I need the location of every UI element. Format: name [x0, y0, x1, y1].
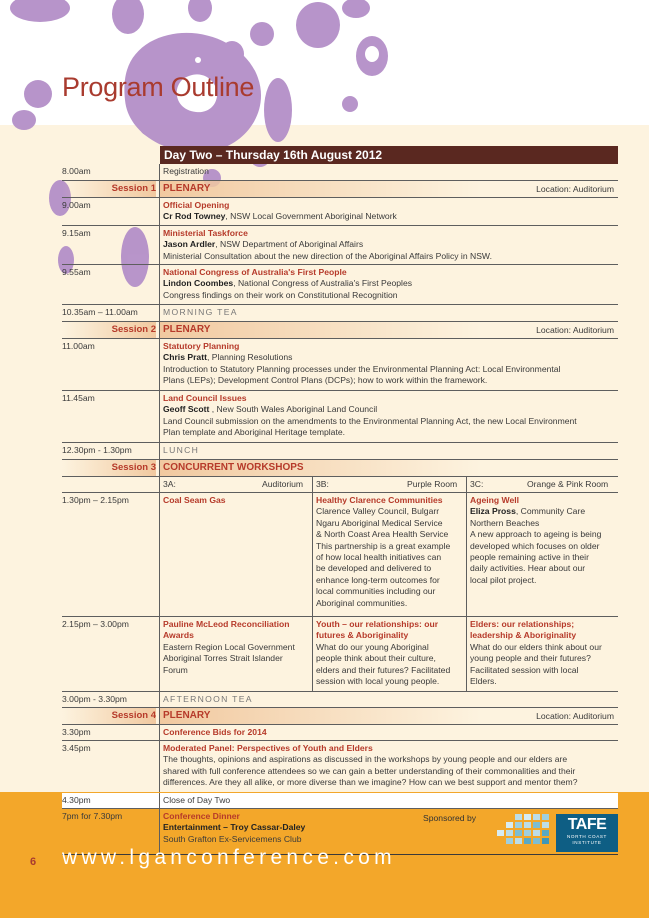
workshop-line: local communities including our [316, 586, 436, 597]
workshop-line: A new approach to ageing is being [470, 529, 602, 540]
column-divider [312, 477, 313, 492]
row-content [163, 228, 618, 262]
session-location: Location: Auditorium [536, 711, 614, 721]
item-description: differences. Are they all alike, or more diverse than we imagine? How can we best support and mentor them? [163, 777, 578, 788]
agenda-row-statutory [62, 339, 618, 391]
row-time: 8.00am [62, 166, 91, 176]
workshop-3a [163, 495, 310, 506]
workshop-line: be developed and delivered to [316, 563, 432, 574]
agenda-row-close [62, 793, 618, 809]
workshop-line: young people and their futures? [470, 653, 591, 664]
workshop-3b [316, 495, 464, 609]
workshop-line: Ngaru Aboriginal Medical Service [316, 517, 443, 528]
speaker-name: Cr Rod Towney [163, 211, 226, 222]
column-divider [312, 617, 313, 691]
session-header [160, 181, 618, 197]
break-label: MORNING TEA [163, 307, 238, 317]
session-label: Session 2 [62, 322, 156, 338]
row-time: 10.35am – 11.00am [62, 307, 138, 317]
page-number: 6 [30, 856, 37, 868]
row-time: 11.45am [62, 393, 95, 403]
row-time: 9.55am [62, 267, 91, 277]
workshop-line: developed which focuses on older [470, 540, 600, 551]
item-title: Conference Bids for 2014 [163, 727, 267, 737]
row-time: 9.00am [62, 200, 91, 210]
tafe-logo-sub2: INSTITUTE [572, 839, 602, 845]
row-content [163, 393, 618, 439]
speaker-org: , New South Wales Aboriginal Land Council [209, 404, 378, 415]
row-time: 12.30pm - 1.30pm [62, 445, 132, 455]
item-speaker-line [163, 352, 618, 363]
workshop-line: session with local young people. [316, 676, 440, 687]
item-description: Introduction to Statutory Planning processes under the Environmental Planning Act: Local Environmental [163, 363, 561, 374]
speaker-org: , National Congress of Australia's First Peoples [233, 278, 413, 289]
tafe-logo-name: TAFE [567, 816, 607, 833]
speaker-name: Chris Pratt [163, 352, 207, 363]
agenda-row-congress [62, 265, 618, 305]
workshop-3a [163, 619, 310, 676]
session-title: PLENARY [163, 324, 211, 335]
session-label: Session 4 [62, 708, 156, 724]
break-label: LUNCH [163, 445, 200, 455]
speaker-org: , NSW Local Government Aboriginal Network [225, 211, 397, 222]
row-content [163, 200, 618, 223]
row-time: 7pm for 7.30pm [62, 811, 123, 821]
session-title: PLENARY [163, 710, 211, 721]
workshop-title: leadership & Aboriginality [470, 630, 577, 641]
row-time: 4.30pm [62, 795, 91, 805]
session-location: Location: Auditorium [536, 325, 614, 335]
tafe-logo [556, 814, 618, 852]
workshop-rooms-row [62, 477, 618, 493]
item-description: Ministerial Consultation about the new direction of the Aboriginal Affairs Policy in NSW. [163, 250, 492, 261]
column-divider [312, 493, 313, 616]
item-description: Plans (LEPs); Development Control Plans (DCPs); how to work within the framework. [163, 375, 488, 386]
time-column-divider [159, 793, 160, 809]
workshop-title: Youth – our relationships: our [316, 619, 439, 629]
workshop-line: people remaining active in their [470, 552, 589, 563]
agenda-row-afternoon-tea [62, 692, 618, 708]
row-time: 2.15pm – 3.00pm [62, 619, 129, 629]
day-header: Day Two – Thursday 16th August 2012 [160, 146, 618, 164]
speaker-org: , Community Care [515, 506, 586, 517]
workshop-speaker-line [470, 506, 618, 517]
item-title: Ministerial Taskforce [163, 228, 248, 238]
workshop-3b [316, 619, 464, 687]
session-row-2 [62, 322, 618, 339]
workshop-title: Healthy Clarence Communities [316, 495, 443, 505]
item-title: National Congress of Australia's First People [163, 267, 347, 277]
venue-line: South Grafton Ex-Servicemens Club [163, 833, 302, 844]
row-time: 11.00am [62, 341, 95, 351]
workshop-3c-room: Orange & Pink Room [527, 479, 609, 489]
session-title: CONCURRENT WORKSHOPS [163, 462, 304, 473]
workshop-line: local pilot project. [470, 574, 537, 585]
item-title: Statutory Planning [163, 341, 240, 351]
column-divider [466, 477, 467, 492]
item-speaker-line [163, 404, 618, 415]
workshop-line: Eastern Region Local Government [163, 641, 295, 652]
workshop-line: Clarence Valley Council, Bulgarr [316, 506, 440, 517]
agenda-row-taskforce [62, 226, 618, 265]
row-time: 3.45pm [62, 743, 91, 753]
row-text: Close of Day Two [163, 795, 231, 805]
item-description: Land Council submission on the amendments to the Environmental Planning Act, the new Local Environment [163, 415, 577, 426]
item-title: Official Opening [163, 200, 230, 210]
workshop-3c [470, 495, 618, 586]
workshop-3b-code: 3B: [316, 479, 329, 489]
agenda-row-lunch [62, 443, 618, 460]
workshop-title: futures & Aboriginality [316, 630, 409, 641]
item-description: Congress findings on their work on Constitutional Recognition [163, 289, 398, 300]
agenda-row-land-council [62, 391, 618, 443]
item-title: Moderated Panel: Perspectives of Youth and Elders [163, 743, 373, 753]
agenda-row-bids [62, 725, 618, 741]
entertainment-line: Entertainment – Troy Cassar-Daley [163, 822, 306, 833]
session-location: Location: Auditorium [536, 184, 614, 194]
speaker-name: Jason Ardler [163, 239, 216, 250]
workshop-line: Aboriginal communities. [316, 597, 408, 608]
tafe-logo-sub1: NORTH COAST [567, 834, 607, 839]
workshop-line: Northern Beaches [470, 517, 540, 528]
workshop-row-2 [62, 617, 618, 692]
item-title: Land Council Issues [163, 393, 247, 403]
item-description: shared with full conference attendees so we can gain a better understanding of their commonalities and their [163, 765, 576, 776]
session-header [160, 708, 618, 724]
session-header [160, 460, 618, 476]
workshop-title: Awards [163, 630, 194, 641]
break-label: AFTERNOON TEA [163, 694, 253, 704]
row-content [163, 743, 618, 789]
workshop-line: of how local health initiatives can [316, 552, 442, 563]
row-time: 1.30pm – 2.15pm [62, 495, 129, 505]
workshop-line: This partnership is a great example [316, 540, 451, 551]
workshop-title: Pauline McLeod Reconciliation [163, 619, 290, 629]
session-row-1 [62, 181, 618, 198]
workshop-line: Facilitated session with local [470, 664, 579, 675]
speaker-org: , Planning Resolutions [206, 352, 293, 363]
session-row-3 [62, 460, 618, 477]
workshop-line: & North Coast Area Health Service [316, 529, 449, 540]
session-label: Session 1 [62, 181, 156, 197]
row-time: 3.30pm [62, 727, 91, 737]
workshop-3b-room: Purple Room [407, 479, 458, 489]
workshop-3c [470, 619, 618, 687]
row-content [163, 341, 618, 387]
workshop-line: Forum [163, 664, 188, 675]
workshop-line: people think about their culture, [316, 653, 436, 664]
workshop-line: enhance long-term outcomes for [316, 574, 440, 585]
item-speaker-line [163, 278, 618, 289]
workshop-3a-code: 3A: [163, 479, 176, 489]
workshop-title: Ageing Well [470, 495, 520, 505]
workshop-line: daily activities. Hear about our [470, 563, 586, 574]
workshop-line: Aboriginal Torres Strait Islander [163, 653, 283, 664]
row-time: 3.00pm - 3.30pm [62, 694, 127, 704]
agenda-row-panel [62, 741, 618, 793]
speaker-name: Eliza Pross [470, 506, 516, 517]
session-row-4 [62, 708, 618, 725]
column-divider [466, 493, 467, 616]
speaker-org: , NSW Department of Aboriginal Affairs [215, 239, 364, 250]
item-speaker-line [163, 239, 618, 250]
workshop-line: elders and their futures? Facilitated [316, 664, 451, 675]
workshop-row-1 [62, 493, 618, 617]
workshop-line: What do our elders think about our [470, 641, 602, 652]
workshop-line: What do our young Aboriginal [316, 641, 429, 652]
workshop-line: Elders. [470, 676, 497, 687]
tafe-logo-grid-icon [495, 814, 555, 850]
workshop-3c-code: 3C: [470, 479, 484, 489]
agenda-row-registration [62, 164, 618, 181]
column-divider [466, 617, 467, 691]
page-title: Program Outline [62, 72, 255, 102]
speaker-name: Lindon Coombes [163, 278, 234, 289]
workshop-title: Elders: our relationships; [470, 619, 575, 629]
sponsor-label: Sponsored by [423, 813, 477, 823]
speaker-name: Geoff Scott [163, 404, 210, 415]
agenda-row-morning-tea [62, 305, 618, 322]
session-title: PLENARY [163, 183, 211, 194]
workshop-title: Coal Seam Gas [163, 495, 226, 505]
agenda-row-opening [62, 198, 618, 226]
website-url: www.lganconference.com [62, 846, 396, 869]
item-speaker-line [163, 211, 618, 222]
session-label: Session 3 [62, 460, 156, 476]
item-title: Conference Dinner [163, 811, 240, 821]
workshop-3a-room: Auditorium [262, 479, 304, 489]
row-content [163, 267, 618, 301]
item-description: Plan template and Aboriginal Heritage template. [163, 427, 346, 438]
item-description: The thoughts, opinions and aspirations as discussed in the workshops by young people and our elders are [163, 754, 568, 765]
row-text: Registration [163, 166, 209, 176]
session-header [160, 322, 618, 338]
row-time: 9.15am [62, 228, 91, 238]
